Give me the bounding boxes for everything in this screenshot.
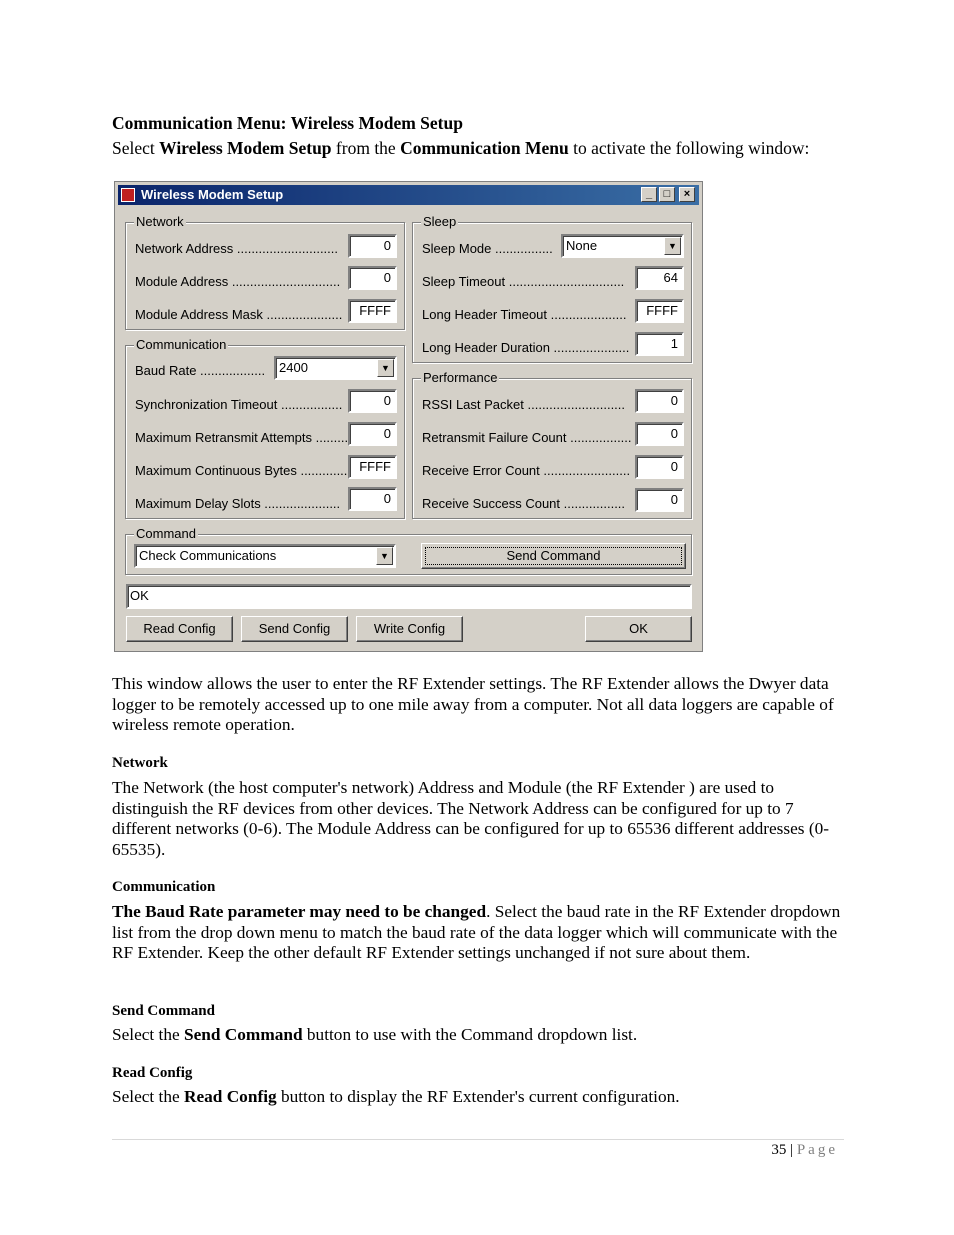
network-address-field[interactable]: 0 <box>348 234 397 258</box>
receive-error-count-label: Receive Error Count ........................ <box>422 463 631 478</box>
read-config-heading: Read Config <box>112 1065 193 1081</box>
sleep-timeout-field[interactable]: 64 <box>635 266 684 290</box>
chevron-down-icon[interactable]: ▼ <box>664 237 681 255</box>
write-config-button[interactable]: Write Config <box>356 616 463 642</box>
sleep-mode-label: Sleep Mode ................ <box>422 241 553 256</box>
rssi-last-packet-field[interactable]: 0 <box>635 389 684 413</box>
max-continuous-bytes-label: Maximum Continuous Bytes ............. <box>135 463 348 478</box>
sleep-group-label: Sleep <box>423 214 457 229</box>
module-address-mask-label: Module Address Mask ..................... <box>135 307 343 322</box>
performance-group-label: Performance <box>423 370 498 385</box>
page-number: 35 | Page <box>771 1142 838 1158</box>
long-header-duration-field[interactable]: 1 <box>635 332 684 356</box>
status-field: OK <box>126 584 692 609</box>
max-retransmit-label: Maximum Retransmit Attempts ......... <box>135 430 349 445</box>
command-group <box>125 526 692 575</box>
rssi-last-packet-label: RSSI Last Packet ........................... <box>422 397 626 412</box>
sync-timeout-field[interactable]: 0 <box>348 389 397 413</box>
footer-rule <box>112 1139 844 1140</box>
performance-group <box>412 370 692 519</box>
network-group-label: Network <box>136 214 184 229</box>
baud-rate-select[interactable]: 2400 ▼ <box>274 356 397 380</box>
send-command-heading: Send Command <box>112 1003 215 1019</box>
window-title: Wireless Modem Setup <box>141 187 284 202</box>
long-header-duration-label: Long Header Duration ..................... <box>422 340 630 355</box>
send-command-paragraph: Select the Send Command button to use with the Command dropdown list. <box>112 1025 638 1044</box>
sleep-mode-select[interactable]: None ▼ <box>561 234 684 258</box>
retransmit-failure-count-label: Retransmit Failure Count ................. <box>422 430 632 445</box>
max-continuous-bytes-field[interactable]: FFFF <box>348 455 397 479</box>
communication-group-label: Communication <box>136 337 227 352</box>
title-bar[interactable] <box>118 185 699 205</box>
chevron-down-icon[interactable]: ▼ <box>377 359 394 377</box>
network-address-label: Network Address ............................ <box>135 241 339 256</box>
close-button[interactable]: × <box>679 187 695 202</box>
maximize-button[interactable]: □ <box>659 187 675 202</box>
minimize-button[interactable]: _ <box>641 187 657 202</box>
sleep-group <box>412 214 692 363</box>
description-paragraph: This window allows the user to enter the RF Extender settings. The RF Extender allows the Dwyer data logger to be remotely accessed up to one mile away from a computer. Not all data loggers are capable of wireless remote operation. <box>112 674 834 735</box>
command-group-label: Command <box>136 526 196 541</box>
communication-paragraph: The Baud Rate parameter may need to be changed. Select the baud rate in the RF Extender dropdown list from the drop down menu to match the baud rate of the data logger which will communicate with the RF Extender. Keep the other default RF Extender settings unchanged if not sure about them. <box>112 902 841 963</box>
send-config-button[interactable]: Send Config <box>241 616 348 642</box>
max-delay-slots-label: Maximum Delay Slots ..................... <box>135 496 341 511</box>
module-address-label: Module Address .............................. <box>135 274 341 289</box>
module-address-field[interactable]: 0 <box>348 266 397 290</box>
retransmit-failure-count-field[interactable]: 0 <box>635 422 684 446</box>
command-select[interactable]: Check Communications ▼ <box>134 544 396 568</box>
communication-group <box>125 337 405 519</box>
receive-success-count-label: Receive Success Count ................. <box>422 496 626 511</box>
sleep-timeout-label: Sleep Timeout ................................ <box>422 274 625 289</box>
section-heading: Communication Menu: Wireless Modem Setup <box>112 113 463 133</box>
sync-timeout-label: Synchronization Timeout ................. <box>135 397 343 412</box>
ok-button[interactable]: OK <box>585 616 692 642</box>
max-retransmit-field[interactable]: 0 <box>348 422 397 446</box>
chevron-down-icon[interactable]: ▼ <box>376 547 393 565</box>
long-header-timeout-label: Long Header Timeout ..................... <box>422 307 627 322</box>
module-address-mask-field[interactable]: FFFF <box>348 299 397 323</box>
communication-heading: Communication <box>112 879 216 895</box>
network-heading: Network <box>112 755 168 771</box>
read-config-paragraph: Select the Read Config button to display the RF Extender's current configuration. <box>112 1087 680 1106</box>
receive-error-count-field[interactable]: 0 <box>635 455 684 479</box>
baud-rate-label: Baud Rate .................. <box>135 363 266 378</box>
long-header-timeout-field[interactable]: FFFF <box>635 299 684 323</box>
read-config-button[interactable]: Read Config <box>126 616 233 642</box>
network-group <box>125 214 405 330</box>
receive-success-count-field[interactable]: 0 <box>635 488 684 512</box>
send-command-button[interactable]: Send Command <box>421 543 686 569</box>
app-icon <box>121 188 135 202</box>
max-delay-slots-field[interactable]: 0 <box>348 487 397 511</box>
intro-text: Select Wireless Modem Setup from the Communication Menu to activate the following window: <box>112 138 810 158</box>
network-paragraph: The Network (the host computer's network) Address and Module (the RF Extender ) are used to distinguish the RF devices from other devices. The Network Address can be configured for up to 7 different networks (0-6). The Module Address can be configured for up to 65536 different addresses (0-65535). <box>112 778 829 859</box>
wireless-modem-setup-window <box>114 181 703 652</box>
